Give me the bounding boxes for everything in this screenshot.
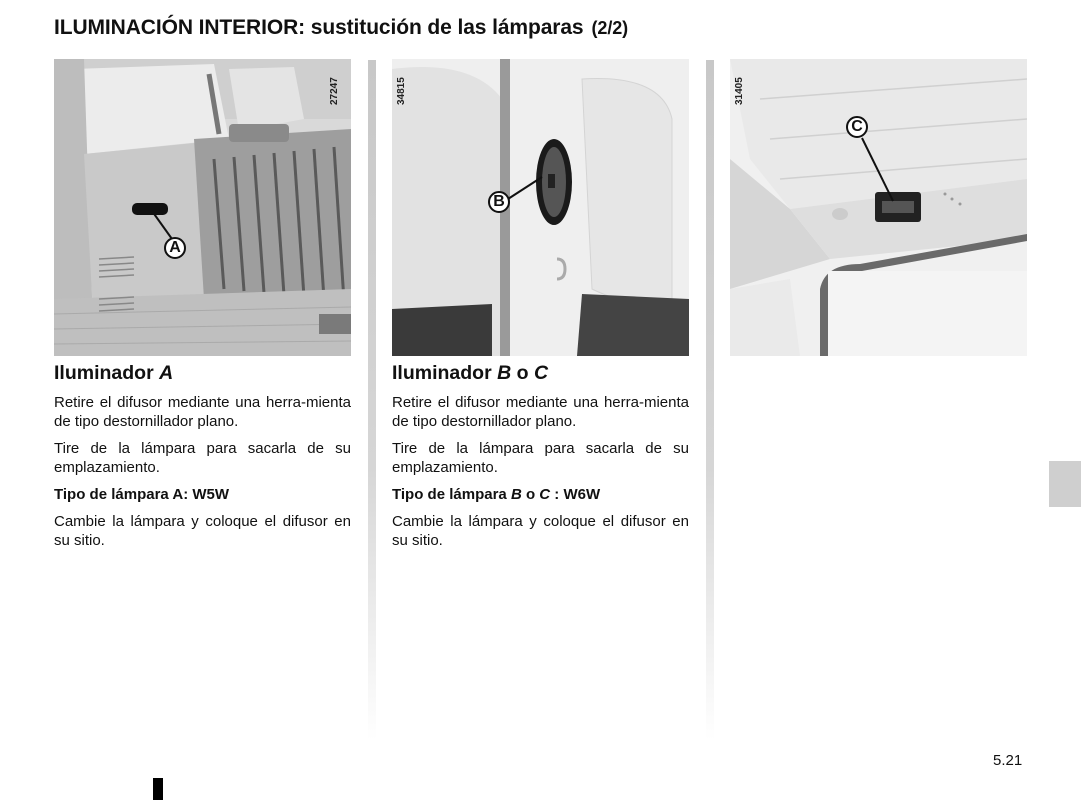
lamp-type-letter: C <box>539 486 551 503</box>
section-tab <box>1049 461 1081 507</box>
paragraph: Cambie la lámpara y coloque el difusor en su sitio. <box>392 513 689 549</box>
title-text: ILUMINACIÓN INTERIOR: sustitución de las lámparas <box>54 16 584 39</box>
lamp-type-prefix: Tipo de lámpara <box>392 486 511 503</box>
heading-letter: B <box>497 362 512 384</box>
side-panel-illustration <box>392 59 689 356</box>
lamp-type-letter: B <box>510 486 522 503</box>
photo-trunk-lamp-a <box>54 59 351 356</box>
print-mark <box>153 778 163 800</box>
photo-side-lamp-b <box>392 59 689 356</box>
figure-ref-number: 31405 <box>734 77 745 105</box>
column-separator <box>706 60 714 740</box>
column-separator <box>368 60 376 740</box>
ceiling-illustration <box>730 59 1027 356</box>
paragraph: Retire el difusor mediante una herra-mienta de tipo destornillador plano. <box>54 394 351 430</box>
callout-c: C <box>846 116 868 138</box>
lamp-type-conjunction: o <box>521 486 540 503</box>
trunk-illustration <box>54 59 351 356</box>
heading-conjunction: o <box>511 362 534 384</box>
title-part: (2/2) <box>591 18 629 38</box>
lamp-type: Tipo de lámpara A: W5W <box>54 486 230 503</box>
paragraph: Retire el difusor mediante una herra-mienta de tipo destornillador plano. <box>392 394 689 430</box>
page-number: 5.21 <box>993 752 1023 769</box>
section-lamp-a <box>54 362 351 558</box>
section-heading <box>392 362 689 384</box>
heading-prefix: Iluminador <box>392 362 498 384</box>
paragraph: Cambie la lámpara y coloque el difusor en su sitio. <box>54 513 351 549</box>
callout-a: A <box>164 237 186 259</box>
figure-ref-number: 34815 <box>396 77 407 105</box>
heading-letter: A <box>159 362 174 384</box>
page-title <box>54 16 628 40</box>
lamp-type <box>392 485 689 504</box>
heading-prefix: Iluminador <box>54 362 160 384</box>
paragraph: Tire de la lámpara para sacarla de su emplazamiento. <box>392 440 689 476</box>
callout-b: B <box>488 191 510 213</box>
paragraph: Tire de la lámpara para sacarla de su emplazamiento. <box>54 440 351 476</box>
section-heading <box>54 362 351 384</box>
photo-ceiling-lamp-c <box>730 59 1027 356</box>
figure-ref-number: 27247 <box>329 77 340 105</box>
lamp-type-suffix: : W6W <box>550 486 601 503</box>
section-lamp-bc <box>392 362 689 558</box>
heading-letter: C <box>533 362 549 384</box>
